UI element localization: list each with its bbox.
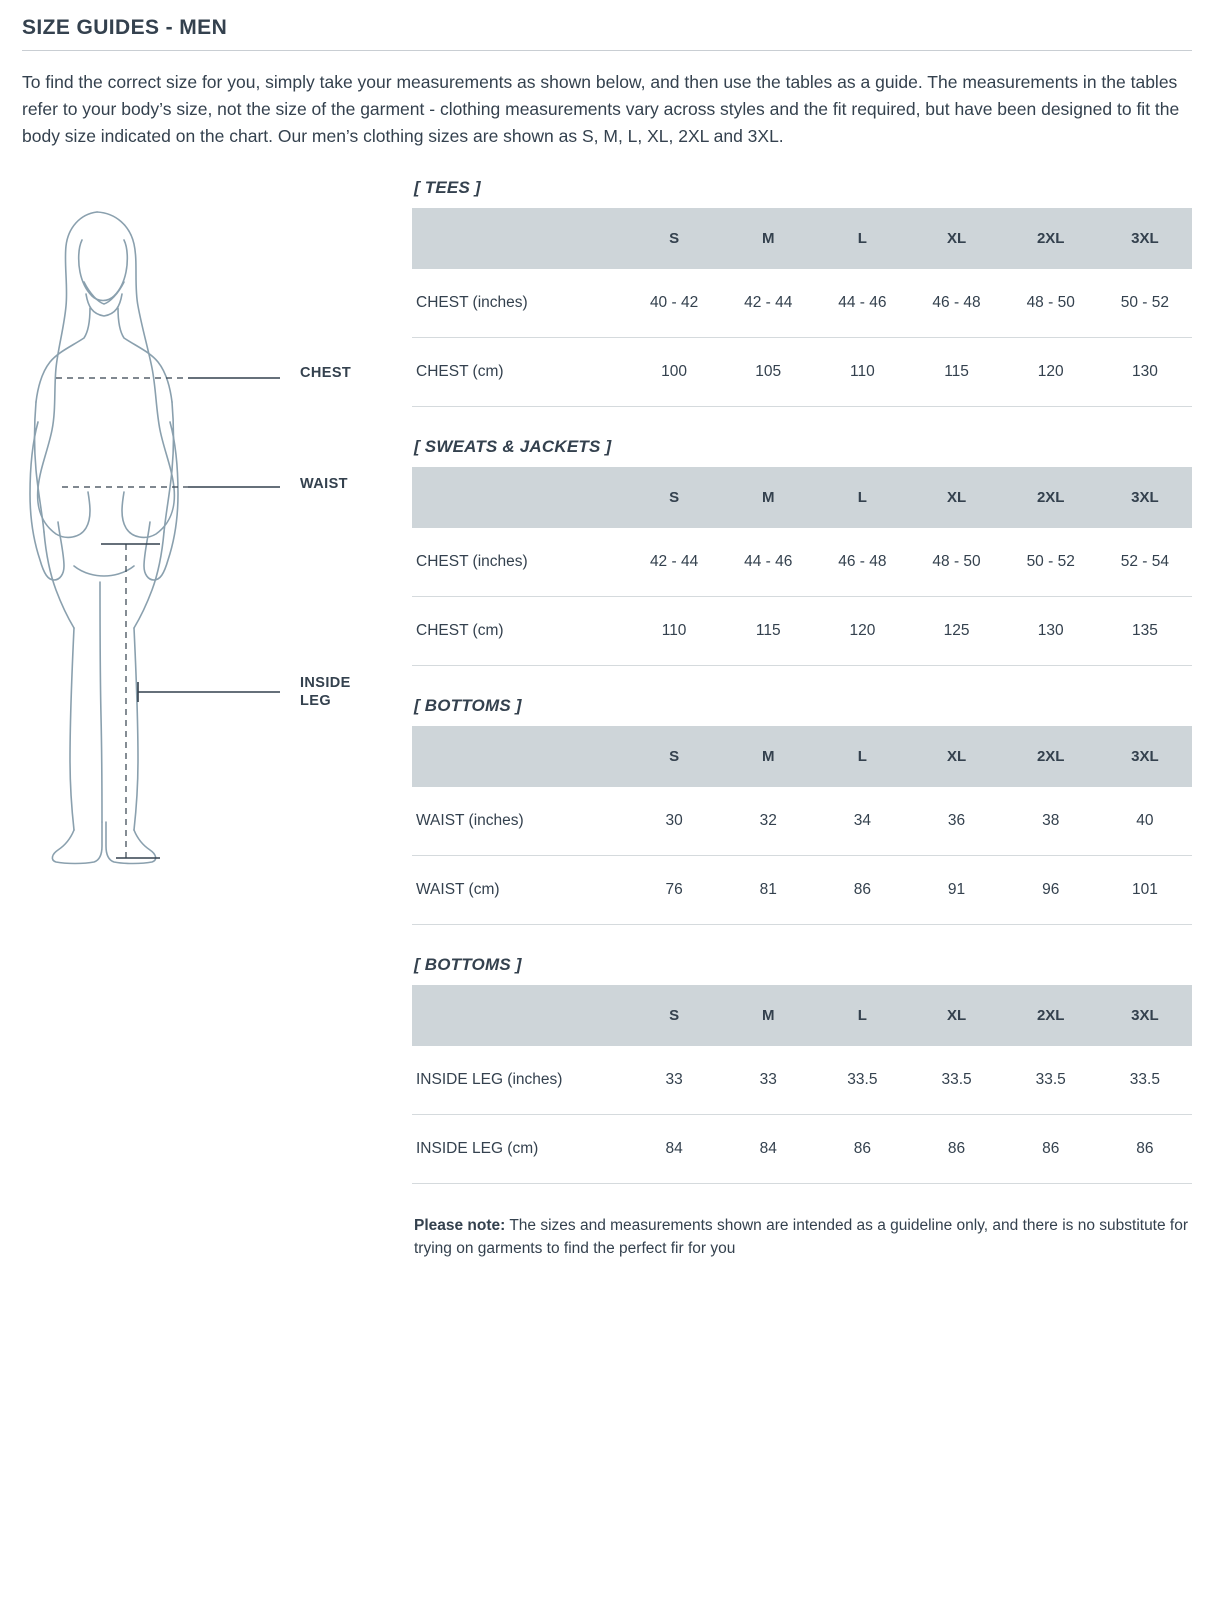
table-cell: 44 - 46 bbox=[815, 269, 909, 338]
table-row bbox=[412, 337, 1192, 406]
table-row bbox=[412, 787, 1192, 856]
table-block-sweats-jackets bbox=[412, 437, 1192, 666]
title-divider bbox=[22, 50, 1192, 51]
please-note-text: The sizes and measurements shown are intended as a guideline only, and there is no substitute for trying on garments to find the perfect fir for you bbox=[414, 1216, 1189, 1258]
table-cell: 33.5 bbox=[1004, 1046, 1098, 1115]
table-cell: 40 bbox=[1098, 787, 1192, 856]
table-header-cell: 3XL bbox=[1131, 229, 1159, 247]
table-header-cell: S bbox=[669, 229, 680, 247]
table-cell: 86 bbox=[815, 855, 909, 924]
table-cell: 50 - 52 bbox=[1004, 528, 1098, 597]
body-outline-illustration bbox=[22, 182, 412, 882]
size-table bbox=[412, 467, 1192, 666]
table-cell: 30 bbox=[627, 787, 721, 856]
table-cell: 36 bbox=[909, 787, 1003, 856]
table-block-bottoms-inside-leg bbox=[412, 955, 1192, 1184]
table-header-row bbox=[412, 467, 1192, 528]
table-cell: 33.5 bbox=[815, 1046, 909, 1115]
size-table bbox=[412, 726, 1192, 925]
table-header-cell: 2XL bbox=[1036, 229, 1065, 247]
table-cell: 130 bbox=[1004, 596, 1098, 665]
table-cell: 86 bbox=[1098, 1114, 1192, 1183]
measurement-figure bbox=[22, 182, 412, 882]
table-caption: [ SWEATS & JACKETS ] bbox=[414, 436, 612, 456]
figure-label-inside-leg-line2: LEG bbox=[300, 693, 332, 709]
table-row bbox=[412, 1046, 1192, 1115]
row-label: CHEST (inches) bbox=[412, 528, 627, 597]
table-cell: 48 - 50 bbox=[1004, 269, 1098, 338]
table-cell: 125 bbox=[909, 596, 1003, 665]
table-cell: 110 bbox=[815, 337, 909, 406]
figure-column bbox=[22, 172, 412, 882]
figure-label-waist: WAIST bbox=[300, 475, 348, 492]
table-header-cell: 3XL bbox=[1131, 1006, 1159, 1024]
table-cell: 46 - 48 bbox=[815, 528, 909, 597]
table-row bbox=[412, 269, 1192, 338]
table-header-cell: M bbox=[761, 1006, 775, 1024]
table-cell: 135 bbox=[1098, 596, 1192, 665]
table-block-tees bbox=[412, 178, 1192, 407]
table-cell: 33 bbox=[721, 1046, 815, 1115]
table-cell: 120 bbox=[815, 596, 909, 665]
table-caption: [ BOTTOMS ] bbox=[414, 695, 522, 715]
table-cell: 50 - 52 bbox=[1098, 269, 1192, 338]
tables-column bbox=[412, 172, 1192, 1261]
table-cell: 40 - 42 bbox=[627, 269, 721, 338]
row-label: INSIDE LEG (inches) bbox=[412, 1046, 627, 1115]
table-cell: 33 bbox=[627, 1046, 721, 1115]
table-cell: 76 bbox=[627, 855, 721, 924]
table-header-cell: M bbox=[761, 747, 775, 765]
table-header-cell: S bbox=[669, 747, 680, 765]
row-label: CHEST (cm) bbox=[412, 596, 627, 665]
table-cell: 115 bbox=[909, 337, 1003, 406]
table-cell: 38 bbox=[1004, 787, 1098, 856]
table-cell: 34 bbox=[815, 787, 909, 856]
table-cell: 110 bbox=[627, 596, 721, 665]
table-header-cell: 2XL bbox=[1036, 488, 1065, 506]
table-header-cell: 2XL bbox=[1036, 1006, 1065, 1024]
table-header-cell: S bbox=[669, 1006, 680, 1024]
table-cell: 42 - 44 bbox=[721, 269, 815, 338]
table-cell: 86 bbox=[815, 1114, 909, 1183]
table-caption: [ TEES ] bbox=[414, 177, 481, 197]
table-header-cell: S bbox=[669, 488, 680, 506]
table-cell: 101 bbox=[1098, 855, 1192, 924]
table-header-row bbox=[412, 726, 1192, 787]
table-cell: 32 bbox=[721, 787, 815, 856]
intro-paragraph: To find the correct size for you, simply take your measurements as shown below, and then use the tables as a guide. The measurements in the tables refer to your body’s size, not the size of the garment - clothing measurements vary across styles and the fit required, but have been designed to fit the body size indicated on the chart. Our men’s clothing sizes are shown as S, M, L, XL, 2XL and 3XL. bbox=[22, 71, 1180, 146]
table-caption: [ BOTTOMS ] bbox=[414, 954, 522, 974]
table-header-cell: XL bbox=[946, 488, 967, 506]
table-row bbox=[412, 1114, 1192, 1183]
table-cell: 130 bbox=[1098, 337, 1192, 406]
table-cell: 46 - 48 bbox=[909, 269, 1003, 338]
please-note-lead: Please note: bbox=[414, 1216, 506, 1234]
table-cell: 105 bbox=[721, 337, 815, 406]
row-label: WAIST (inches) bbox=[412, 787, 627, 856]
table-cell: 86 bbox=[1004, 1114, 1098, 1183]
table-cell: 52 - 54 bbox=[1098, 528, 1192, 597]
figure-label-chest: CHEST bbox=[300, 364, 352, 381]
table-header-cell: 3XL bbox=[1131, 747, 1159, 765]
row-label: WAIST (cm) bbox=[412, 855, 627, 924]
table-header-cell: M bbox=[761, 229, 775, 247]
table-cell: 84 bbox=[721, 1114, 815, 1183]
page-title: SIZE GUIDES - MEN bbox=[22, 16, 228, 39]
table-header-cell: XL bbox=[946, 747, 967, 765]
table-header-row bbox=[412, 985, 1192, 1046]
table-header-cell: XL bbox=[946, 229, 967, 247]
table-header-cell: L bbox=[857, 1006, 867, 1024]
table-header-cell: 2XL bbox=[1036, 747, 1065, 765]
figure-label-inside-leg bbox=[300, 674, 351, 710]
row-label: INSIDE LEG (cm) bbox=[412, 1114, 627, 1183]
table-header-cell bbox=[412, 985, 627, 1046]
table-cell: 44 - 46 bbox=[721, 528, 815, 597]
row-label: CHEST (inches) bbox=[412, 269, 627, 338]
table-row bbox=[412, 528, 1192, 597]
table-header-cell: L bbox=[857, 229, 867, 247]
table-header-cell: L bbox=[857, 747, 867, 765]
table-header-cell: 3XL bbox=[1131, 488, 1159, 506]
table-row bbox=[412, 855, 1192, 924]
table-cell: 81 bbox=[721, 855, 815, 924]
table-cell: 33.5 bbox=[1098, 1046, 1192, 1115]
table-header-cell: L bbox=[857, 488, 867, 506]
size-table bbox=[412, 985, 1192, 1184]
table-block-bottoms-waist bbox=[412, 696, 1192, 925]
table-cell: 48 - 50 bbox=[909, 528, 1003, 597]
inside-leg-guide-line bbox=[101, 544, 280, 858]
table-header-cell: M bbox=[761, 488, 775, 506]
table-cell: 84 bbox=[627, 1114, 721, 1183]
table-cell: 100 bbox=[627, 337, 721, 406]
table-cell: 42 - 44 bbox=[627, 528, 721, 597]
table-header-cell bbox=[412, 726, 627, 787]
table-cell: 86 bbox=[909, 1114, 1003, 1183]
row-label: CHEST (cm) bbox=[412, 337, 627, 406]
figure-label-inside-leg-line1: INSIDE bbox=[300, 674, 351, 691]
table-row bbox=[412, 596, 1192, 665]
table-header-row bbox=[412, 208, 1192, 269]
table-header-cell: XL bbox=[946, 1006, 967, 1024]
table-cell: 33.5 bbox=[909, 1046, 1003, 1115]
table-header-cell bbox=[412, 208, 627, 269]
table-cell: 91 bbox=[909, 855, 1003, 924]
table-cell: 96 bbox=[1004, 855, 1098, 924]
table-cell: 120 bbox=[1004, 337, 1098, 406]
content-area bbox=[22, 172, 1192, 1261]
size-table bbox=[412, 208, 1192, 407]
table-cell: 115 bbox=[721, 596, 815, 665]
please-note bbox=[414, 1214, 1192, 1261]
table-header-cell bbox=[412, 467, 627, 528]
